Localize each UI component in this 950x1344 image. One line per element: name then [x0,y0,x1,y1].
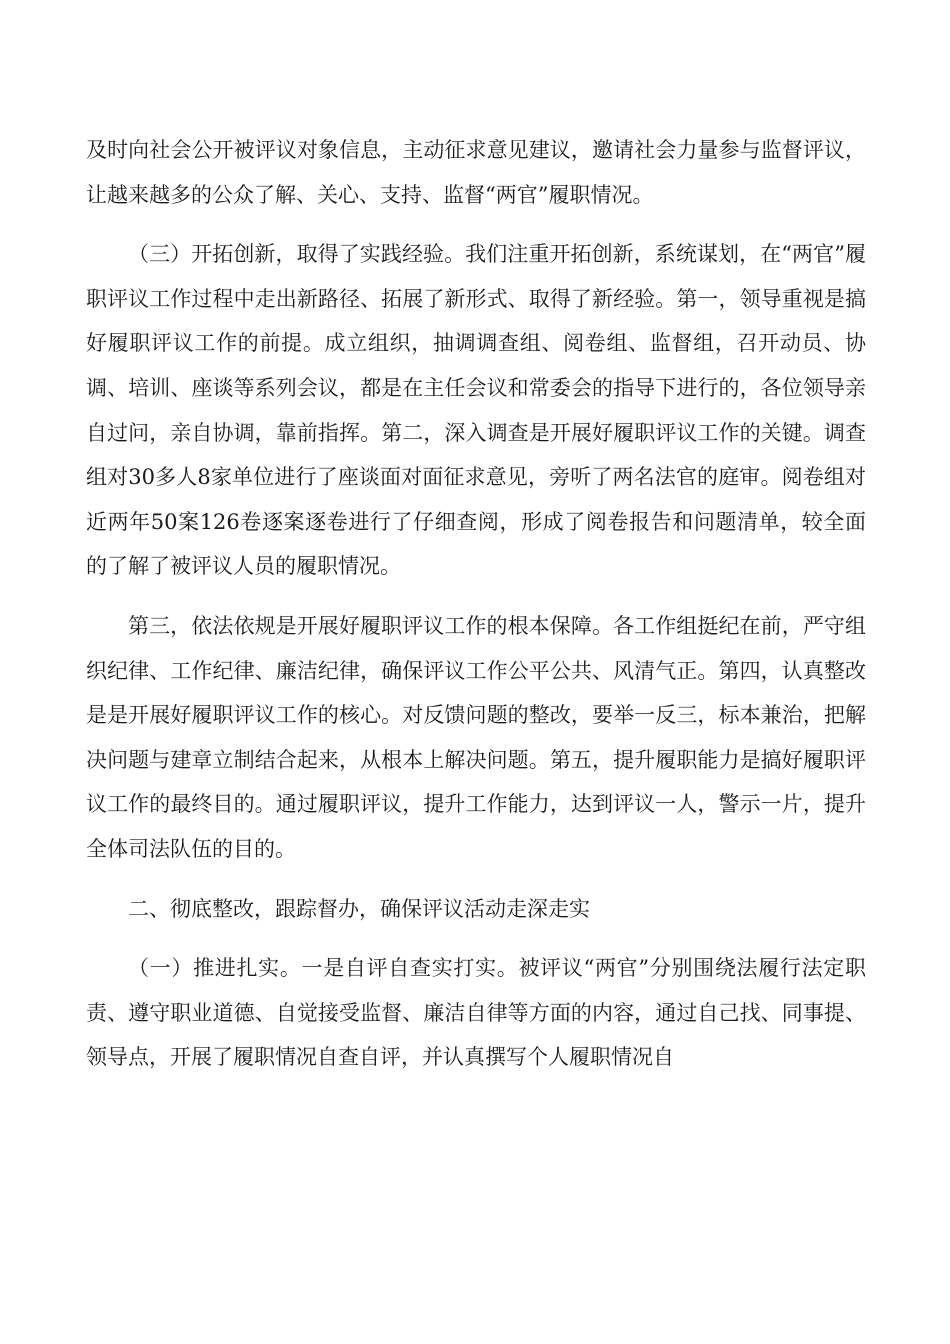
paragraph-4: （一）推进扎实。一是自评自查实打实。被评议“两官”分别围绕法履行法定职责、遵守职业道德、自觉接受监督、廉洁自律等方面的内容，通过自己找、同事提、领导点，开展了履职情况自查自评，并认真撰写个人履职情况自 [86,956,866,1070]
document-body [86,128,866,1095]
paragraph-2: （三）开拓创新，取得了实践经验。我们注重开拓创新，系统谋划，在“两官”履职评议工作过程中走出新路径、拓展了新形式、取得了新经验。第一，领导重视是搞好履职评议工作的前提。成立组织，抽调调查组、阅卷组、监督组，召开动员、协调、培训、座谈等系列会议，都是在主任会议和常委会的指导下进行的，各位领导亲自过问，亲自协调，靠前指挥。第二，深入调查是开展好履职评议工作的关键。调查组对30多人8家单位进行了座谈面对面征求意见，旁听了两名法官的庭审。阅卷组对近两年50案126卷逐案逐卷进行了仔细查阅，形成了阅卷报告和问题清单，较全面的了解了被评议人员的履职情况。 [86,242,866,579]
paragraph-1: 及时向社会公开被评议对象信息，主动征求意见建议，邀请社会力量参与监督评议，让越来越多的公众了解、关心、支持、监督“两官”履职情况。 [86,138,866,207]
paragraph-3: 第三，依法依规是开展好履职评议工作的根本保障。各工作组挺纪在前，严守组织纪律、工作纪律、廉洁纪律，确保评议工作公平公共、风清气正。第四，认真整改是是开展好履职评议工作的核心。对反馈问题的整改，要举一反三，标本兼治，把解决问题与建章立制结合起来，从根本上解决问题。第五，提升履职能力是搞好履职评议工作的最终目的。通过履职评议，提升工作能力，达到评议一人，警示一片，提升全体司法队伍的目的。 [86,613,866,861]
section-heading: 二、彻底整改，跟踪督办，确保评议活动走深走实 [128,896,590,921]
